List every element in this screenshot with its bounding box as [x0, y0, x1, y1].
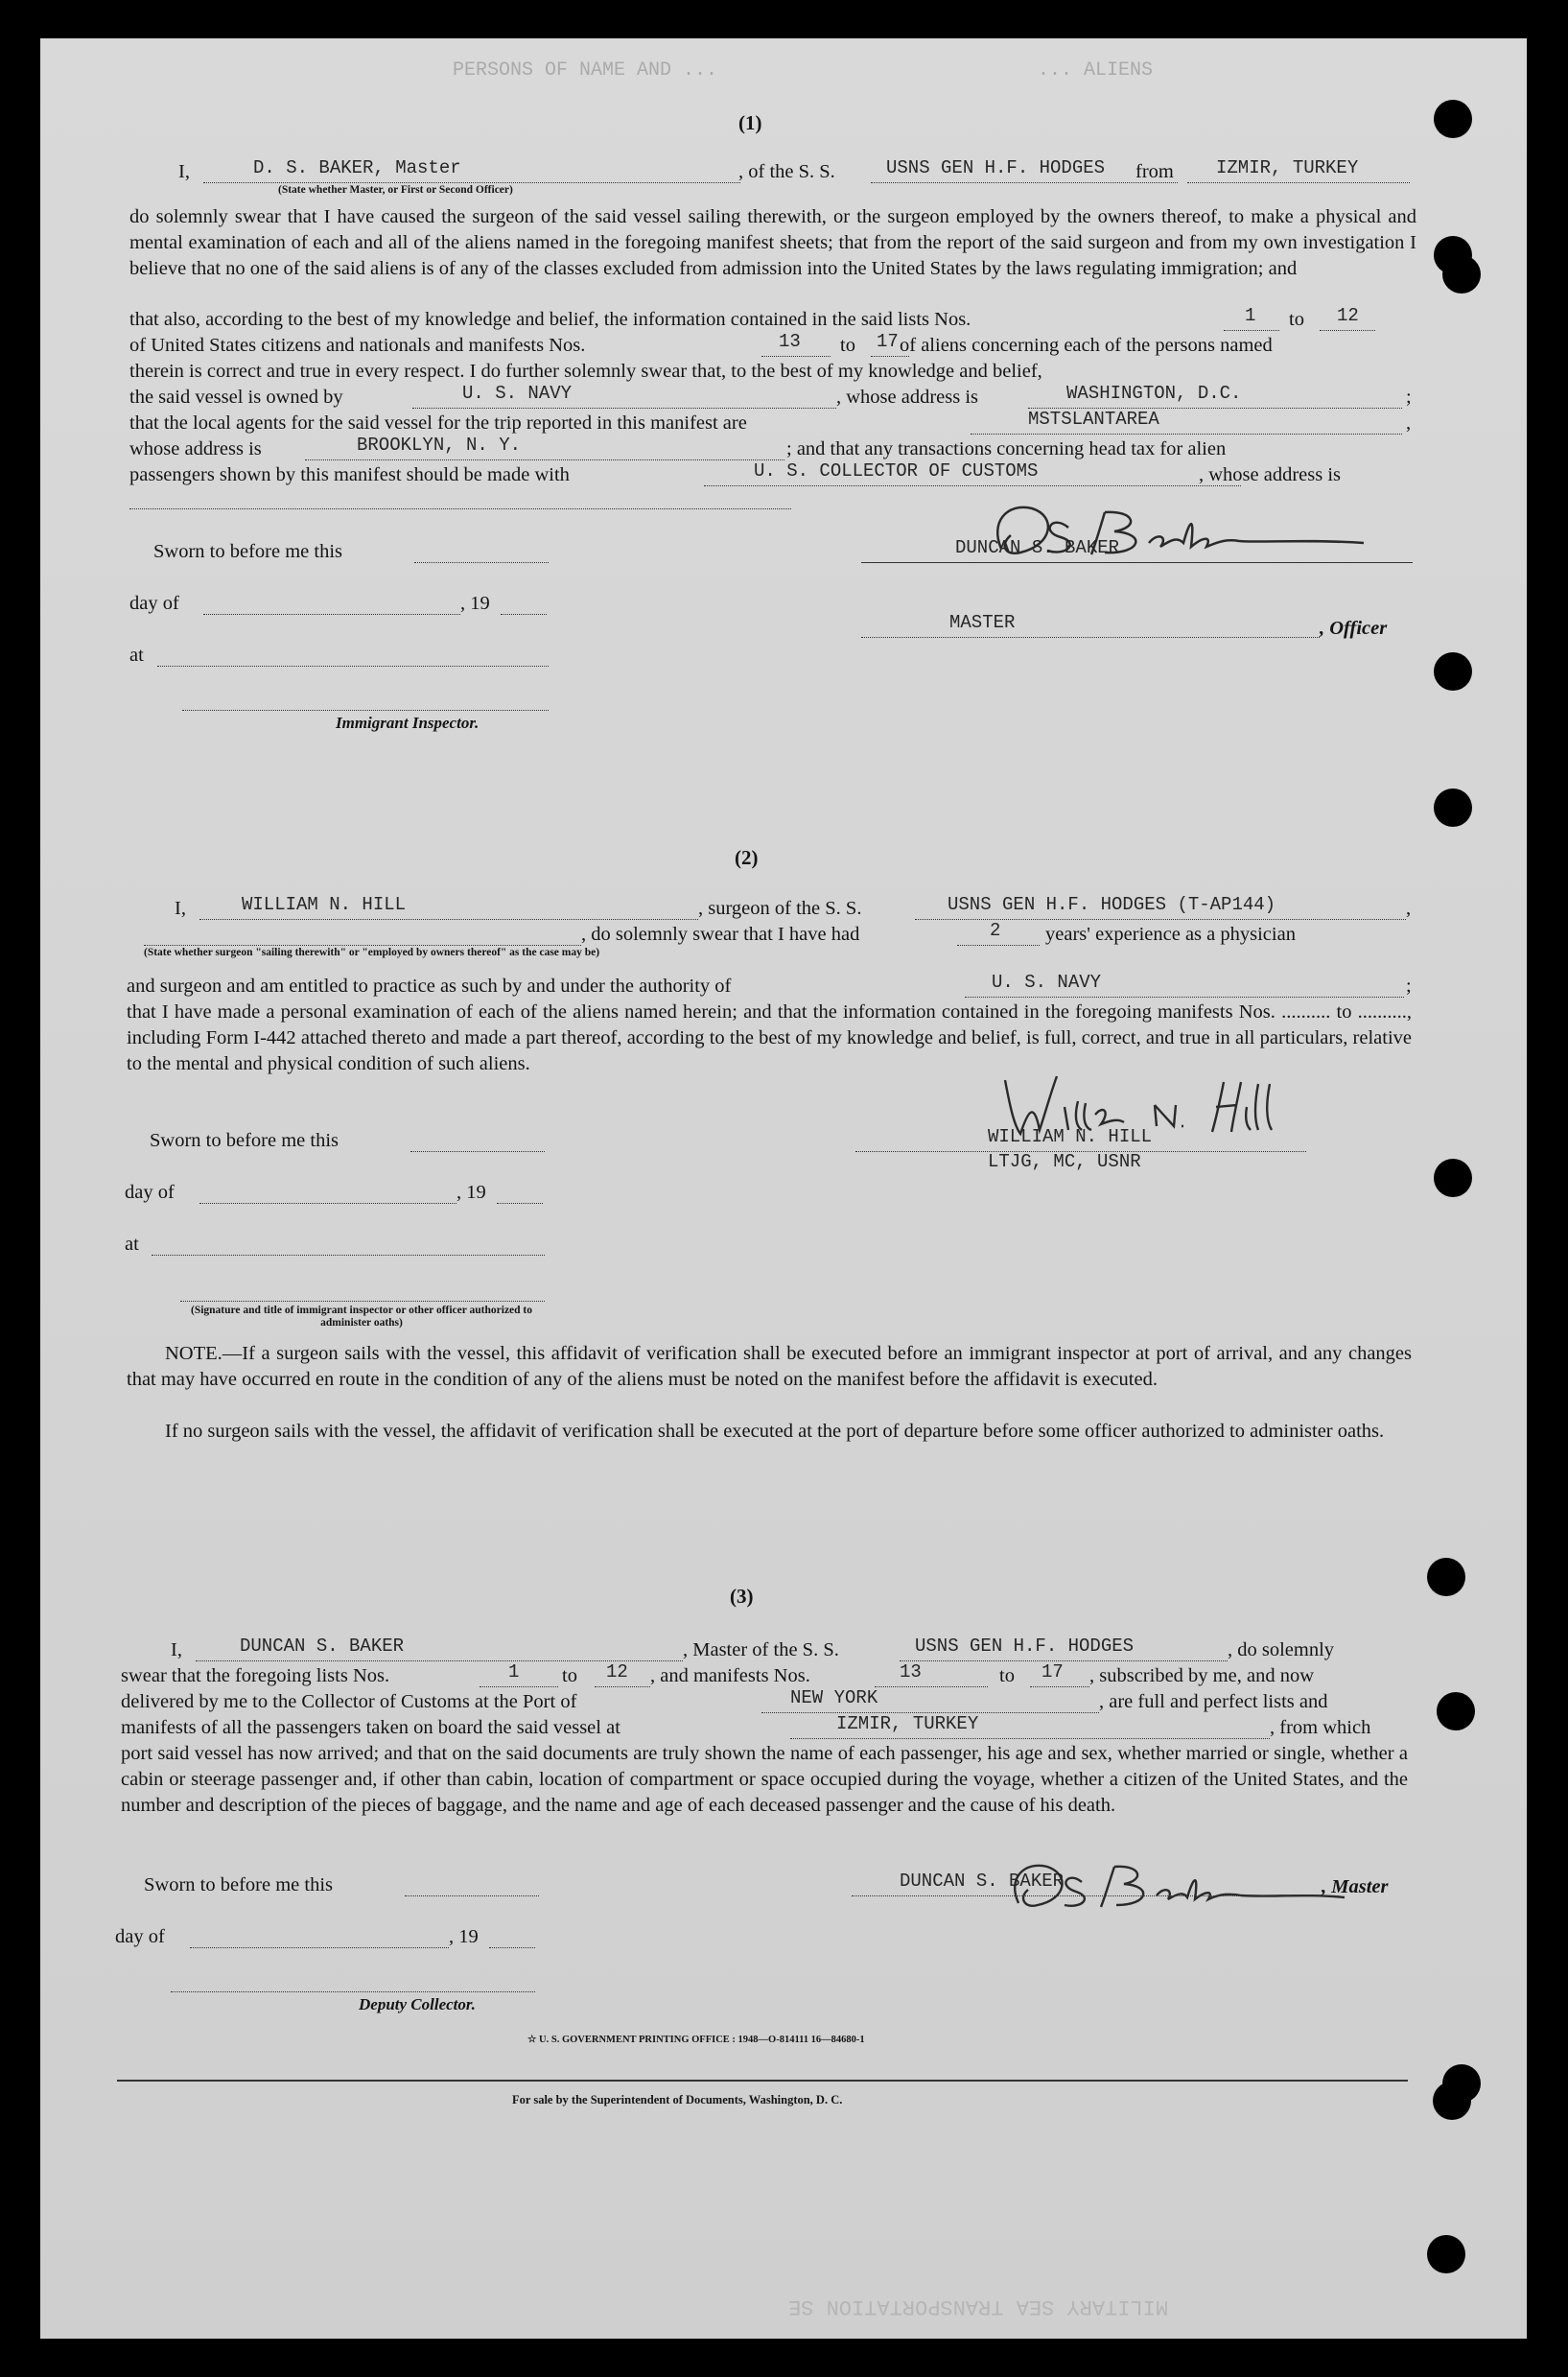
s1-inspector-label: Immigrant Inspector.	[336, 714, 480, 732]
s3-of-ss: , Master of the S. S.	[683, 1639, 839, 1660]
s3-man-from-line	[875, 1686, 988, 1687]
s1-to-2: to	[840, 335, 855, 356]
s1-port: IZMIR, TURKEY	[1216, 157, 1359, 178]
s3-signer-line	[852, 1895, 1322, 1896]
s1-man-from: 13	[779, 331, 801, 352]
s1-owner-addr-text: , whose address is	[836, 387, 979, 408]
s1-owner-addr: WASHINGTON, D.C.	[1066, 383, 1242, 404]
s2-examination-paragraph: that I have made a personal examination of each of the aliens named herein; and that the information contained in the foregoing manifests Nos. .......... to .........., including Form I-442 attached thereto and made a part thereof, according to the best of my knowledge and belief, is full, correct, and true in all particulars, relative to the mental and physical condition of such aliens.	[127, 1001, 1412, 1074]
s2-experience-text: years' experience as a physician	[1045, 924, 1296, 945]
s1-correct-text: therein is correct and true in every respect. I do further solemnly swear that, to the best of my knowledge and belief,	[129, 361, 1042, 382]
s3-embark: IZMIR, TURKEY	[836, 1713, 979, 1734]
s1-agents-addr: BROOKLYN, N. Y.	[357, 435, 522, 456]
s1-semi: ;	[1406, 387, 1412, 408]
s2-at: at	[125, 1234, 139, 1255]
s2-dayof: day of	[125, 1182, 175, 1203]
s1-year-line	[501, 614, 547, 615]
s1-name-line	[203, 182, 740, 183]
s1-at: at	[129, 645, 144, 666]
s3-i: I,	[171, 1639, 182, 1660]
s2-i: I,	[175, 898, 186, 919]
s1-master-name: D. S. BAKER, Master	[253, 157, 461, 178]
s3-subscribed-text: , subscribed by me, and now	[1089, 1665, 1314, 1686]
s1-taxwith: U. S. COLLECTOR OF CUSTOMS	[754, 460, 1039, 482]
s2-sworn: Sworn to before me this	[150, 1130, 339, 1151]
s2-dayof-line	[199, 1203, 456, 1204]
punch-hole	[1442, 255, 1481, 294]
s3-to: to	[562, 1665, 577, 1686]
s1-lists-from: 1	[1245, 305, 1256, 326]
s1-passengers-text: passengers shown by this manifest should be made with	[129, 464, 570, 485]
s3-man-from: 13	[900, 1661, 922, 1683]
s3-master-name: DUNCAN S. BAKER	[240, 1636, 405, 1657]
s1-agents-line	[971, 434, 1402, 435]
s1-address-line	[129, 508, 791, 509]
s3-port: NEW YORK	[790, 1687, 878, 1708]
s3-sworn: Sworn to before me this	[144, 1874, 333, 1895]
s3-lists-from: 1	[508, 1661, 520, 1683]
s1-lists-from-line	[1224, 330, 1279, 331]
s3-lists-to: 12	[606, 1661, 628, 1683]
punch-hole	[1437, 1692, 1475, 1730]
s1-rank: MASTER	[949, 612, 1016, 633]
s1-owned-text: the said vessel is owned by	[129, 387, 343, 408]
s3-lists-text: swear that the foregoing lists Nos.	[121, 1665, 390, 1686]
s2-note-paragraph: NOTE.—If a surgeon sails with the vessel, this affidavit of verification shall be executed before an immigrant inspector at port of arrival, and any changes that may have occurred en route in the condition of any of the aliens must be noted on the manifest before the affidavit is executed.	[127, 1343, 1412, 1390]
s3-to-2: to	[999, 1665, 1015, 1686]
punch-hole	[1427, 1558, 1465, 1596]
s1-signer-name: DUNCAN S. BAKER	[955, 537, 1120, 558]
s3-full-text: , are full and perfect lists and	[1099, 1691, 1328, 1712]
s1-of-ss: , of the S. S.	[738, 161, 835, 182]
s3-from-which: , from which	[1270, 1717, 1371, 1738]
s2-authority-text: and surgeon and am entitled to practice as such by and under the authority of	[127, 976, 732, 997]
s3-man-to-line	[1030, 1686, 1089, 1687]
s1-comma: ,	[1406, 412, 1412, 434]
s1-port-line	[1187, 182, 1410, 183]
s3-solemnly: , do solemnly	[1228, 1639, 1335, 1660]
s3-manifests-board-text: manifests of all the passengers taken on board the said vessel at	[121, 1717, 620, 1738]
s3-vessel-line	[900, 1660, 1228, 1661]
gpo-imprint: ☆ U. S. GOVERNMENT PRINTING OFFICE : 1948—O-814111 16—84680-1	[527, 2035, 865, 2045]
s3-dayof: day of	[115, 1926, 165, 1947]
s3-lists-from-line	[480, 1686, 558, 1687]
s2-practice-line	[144, 945, 581, 946]
s2-surgeon-name: WILLIAM N. HILL	[242, 894, 407, 915]
punch-hole	[1434, 788, 1472, 827]
s2-comma: ,	[1406, 898, 1412, 919]
s1-taxwith-line	[704, 485, 1241, 486]
punch-hole	[1434, 100, 1472, 138]
s2-surgeon-note: (State whether surgeon "sailing therewith" or "employed by owners thereof" as the case may be)	[144, 947, 600, 958]
punch-hole	[1433, 2082, 1471, 2120]
s2-vessel-line	[915, 919, 1406, 920]
s1-officer-note: (State whether Master, or First or Second Officer)	[278, 184, 513, 196]
document-page	[40, 38, 1527, 2339]
s1-to: to	[1289, 309, 1304, 330]
section-3-number: (3)	[730, 1585, 754, 1608]
s2-inspector-line	[180, 1301, 545, 1302]
s1-man-from-line	[761, 356, 831, 357]
s2-year-line	[497, 1203, 543, 1204]
s2-of-ss: , surgeon of the S. S.	[698, 898, 862, 919]
s2-signer-name: WILLIAM N. HILL	[988, 1126, 1153, 1147]
s1-owner-line	[412, 408, 836, 409]
s1-from: from	[1135, 161, 1174, 182]
s3-signer-name: DUNCAN S. BAKER	[900, 1871, 1065, 1892]
s2-authority-line	[965, 997, 1404, 998]
section-1-number: (1)	[738, 111, 762, 134]
s3-delivered-text: delivered by me to the Collector of Customs at the Port of	[121, 1691, 577, 1712]
s3-dayof-line	[190, 1947, 449, 1948]
s3-man-to: 17	[1041, 1661, 1064, 1683]
s2-nineteen: , 19	[456, 1182, 486, 1203]
s1-man-to: 17	[877, 331, 899, 352]
s3-manifests-text: , and manifests Nos.	[650, 1665, 810, 1686]
s3-master-label: , Master	[1322, 1876, 1389, 1897]
s3-collector-line	[171, 1991, 535, 1992]
sale-notice: For sale by the Superintendent of Documents, Washington, D. C.	[512, 2093, 843, 2106]
faded-text-top-a: PERSONS OF NAME AND ...	[453, 59, 718, 82]
s2-signer-title: LTJG, MC, USNR	[988, 1151, 1141, 1172]
s3-nineteen: , 19	[449, 1926, 479, 1947]
s3-embark-line	[790, 1738, 1270, 1739]
s1-inspector-line	[182, 710, 549, 711]
s2-years-line	[957, 945, 1040, 946]
s2-vessel: USNS GEN H.F. HODGES (T-AP144)	[948, 894, 1276, 915]
s3-collector-label: Deputy Collector.	[359, 1995, 476, 2013]
s1-agents-addr-line	[305, 459, 784, 460]
section-2-number: (2)	[735, 846, 759, 869]
s1-agents: MSTSLANTAREA	[1028, 409, 1159, 430]
faded-stamp-bottom: MILITARY SEA TRANSPORTATION SE	[788, 2295, 1169, 2318]
s2-semi: ;	[1406, 976, 1412, 997]
s1-vessel-line	[871, 182, 1178, 183]
s2-swear-text: , do solemnly swear that I have had	[581, 924, 860, 945]
s2-sworn-line	[410, 1151, 545, 1152]
s3-arrived-paragraph: port said vessel has now arrived; and that on the said documents are truly shown the name of each passenger, his age and sex, whether married or single, whether a cabin or steerage passenger and, if other than cabin, location of compartment or space occupied during the voyage, whether a citizen of the United States, and the number and description of the pieces of baggage, and the name and age of each deceased passenger and the cause of his death.	[121, 1743, 1408, 1816]
s3-vessel: USNS GEN H.F. HODGES	[915, 1636, 1135, 1657]
s1-aliens-text: of aliens concerning each of the persons named	[900, 335, 1273, 356]
s1-manifests-text: of United States citizens and nationals and manifests Nos.	[129, 335, 586, 356]
s1-whose-text: , whose address is	[1199, 464, 1342, 485]
s1-lists-to: 12	[1337, 305, 1359, 326]
s2-name-line	[199, 919, 698, 920]
s1-signature	[961, 493, 1373, 570]
punch-hole	[1434, 1159, 1472, 1197]
s3-year-line	[489, 1947, 535, 1948]
s2-inspector-note: (Signature and title of immigrant inspector or other officer authorized to administer oaths)	[190, 1305, 533, 1329]
s1-lists-text: that also, according to the best of my knowledge and belief, the information contained in the said lists Nos.	[129, 309, 971, 330]
s3-sworn-line	[405, 1895, 539, 1896]
s1-nineteen: , 19	[460, 593, 490, 614]
punch-hole	[1427, 2235, 1465, 2273]
footer-rule	[117, 2080, 1408, 2082]
s1-owner: U. S. NAVY	[462, 383, 573, 404]
s2-at-line	[152, 1255, 545, 1256]
s3-lists-to-line	[595, 1686, 650, 1687]
s1-dayof-line	[203, 614, 460, 615]
s1-vessel: USNS GEN H.F. HODGES	[886, 157, 1106, 178]
s1-headtax-text: ; and that any transactions concerning head tax for alien	[786, 438, 1227, 459]
s2-authority: U. S. NAVY	[992, 972, 1102, 993]
s1-rank-line	[861, 637, 1320, 638]
s1-at-line	[157, 666, 549, 667]
s1-oath-paragraph: do solemnly swear that I have caused the surgeon of the said vessel sailing therewith, or the surgeon employed by the owners thereof, to make a physical and mental examination of each and all of the aliens named in the foregoing manifest sheets; that from the report of the said surgeon and from my own investigation I believe that no one of the said aliens is of any of the classes excluded from admission into the United States by the laws regulating immigration; and	[129, 206, 1416, 279]
s1-signer-line	[861, 562, 1413, 563]
s1-lists-to-line	[1320, 330, 1375, 331]
s2-note-paragraph-2: If no surgeon sails with the vessel, the affidavit of verification shall be executed at the port of departure before some officer authorized to administer oaths.	[165, 1421, 1385, 1442]
s1-i: I,	[178, 161, 190, 182]
s1-agents-addr-text: whose address is	[129, 438, 262, 459]
s1-officer-label: , Officer	[1320, 618, 1388, 639]
faded-text-top-b: ... ALIENS	[1038, 59, 1154, 82]
s1-agents-text: that the local agents for the said vessel for the trip reported in this manifest are	[129, 412, 747, 434]
punch-hole	[1434, 652, 1472, 691]
s1-sworn: Sworn to before me this	[153, 541, 342, 562]
s2-years: 2	[990, 920, 1001, 941]
s1-dayof: day of	[129, 593, 179, 614]
s1-sworn-line	[414, 562, 549, 563]
